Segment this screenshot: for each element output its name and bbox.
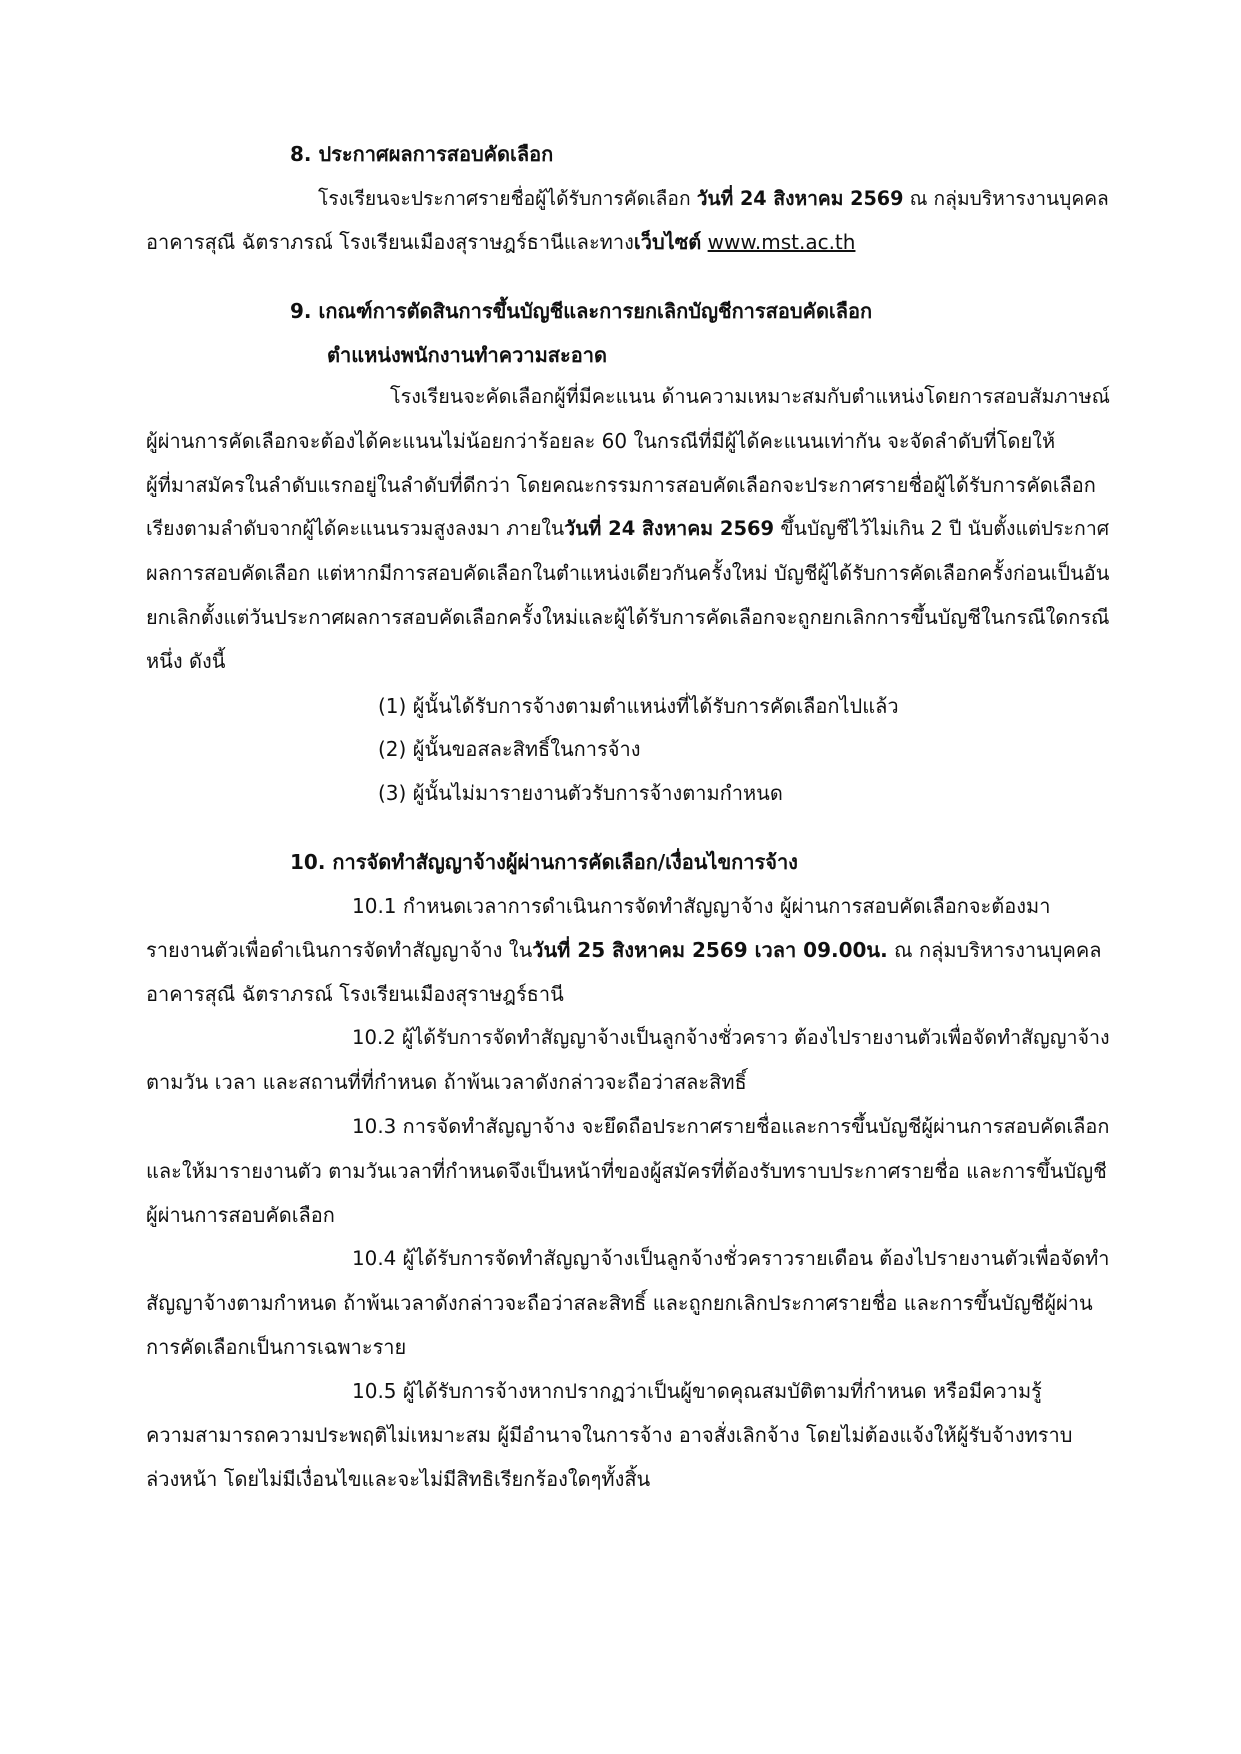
section-10-line: การคัดเลือกเป็นการเฉพาะราย — [146, 1335, 407, 1359]
website-link[interactable]: www.mst.ac.th — [707, 230, 856, 254]
section-10-text-tail: ณ กลุ่มบริหารงานบุคคล — [887, 938, 1102, 962]
section-10-line: 10.5 ผู้ได้รับการจ้างหากปรากฏว่าเป็นผู้ขาดคุณสมบัติตามที่กำหนด หรือมีความรู้ — [352, 1379, 1042, 1403]
section-10-heading: 10. การจัดทำสัญญาจ้างผู้ผ่านการคัดเลือก/เงื่อนไขการจ้าง — [290, 850, 798, 874]
section-9-paragraph-line: ยกเลิกตั้งแต่วันประกาศผลการสอบคัดเลือกครั้งใหม่และผู้ได้รับการคัดเลือกจะถูกยกเลิกการขึ้นบัญชีในกรณีใดกรณี — [146, 605, 1110, 629]
section-8-heading: 8. ประกาศผลการสอบคัดเลือก — [290, 142, 554, 166]
report-date-time: วันที่ 25 สิงหาคม 2569 เวลา 09.00น. — [532, 938, 888, 962]
section-9-paragraph-line: โรงเรียนจะคัดเลือกผู้ที่มีคะแนน ด้านความเหมาะสมกับตำแหน่งโดยการสอบสัมภาษณ์ — [390, 385, 1110, 408]
section-10-text: รายงานตัวเพื่อดำเนินการจัดทำสัญญาจ้าง ใน — [146, 938, 533, 962]
list-date: วันที่ 24 สิงหาคม 2569 — [564, 517, 775, 540]
section-9-paragraph-line: ผู้ที่มาสมัครในลำดับแรกอยู่ในลำดับที่ดีกว่า โดยคณะกรรมการสอบคัดเลือกจะประกาศรายชื่อผู้ได้รับการคัดเลือก — [146, 473, 1096, 497]
section-9-text: เรียงตามลำดับจากผู้ได้คะแนนรวมสูงลงมา ภายใน — [146, 517, 565, 540]
section-8-text: โรงเรียนจะประกาศรายชื่อผู้ได้รับการคัดเลือก — [318, 187, 697, 210]
section-10-line: 10.3 การจัดทำสัญญาจ้าง จะยึดถือประกาศรายชื่อและการขึ้นบัญชีผู้ผ่านการสอบคัดเลือก — [352, 1115, 1110, 1138]
announce-date: วันที่ 24 สิงหาคม 2569 — [696, 187, 904, 210]
section-10-line: อาคารสุณี ฉัตราภรณ์ โรงเรียนเมืองสุราษฎร์ธานี — [146, 982, 564, 1006]
section-9-heading: 9. เกณฑ์การตัดสินการขึ้นบัญชีและการยกเลิกบัญชีการสอบคัดเลือก — [290, 299, 873, 323]
list-item: (3) ผู้นั้นไม่มารายงานตัวรับการจ้างตามกำหนด — [378, 781, 783, 805]
list-item: (2) ผู้นั้นขอสละสิทธิ์ในการจ้าง — [378, 737, 641, 761]
section-9-text-tail: ขึ้นบัญชีไว้ไม่เกิน 2 ปี นับตั้งแต่ประกาศ — [774, 517, 1110, 540]
section-10-line: และให้มารายงานตัว ตามวันเวลาที่กำหนดจึงเป็นหน้าที่ของผู้สมัครที่ต้องรับทราบประกาศรายชื่อ และการขึ้นบัญชี — [146, 1159, 1107, 1183]
section-8-line-2 — [146, 228, 855, 256]
section-8-text-tail: ณ กลุ่มบริหารงานบุคคล — [903, 187, 1109, 210]
list-item: (1) ผู้นั้นได้รับการจ้างตามตำแหน่งที่ได้รับการคัดเลือกไปแล้ว — [378, 694, 899, 718]
section-10-line: 10.4 ผู้ได้รับการจัดทำสัญญาจ้างเป็นลูกจ้างชั่วคราวรายเดือน ต้องไปรายงานตัวเพื่อจัดทำ — [352, 1247, 1110, 1270]
section-10-line — [146, 936, 1101, 964]
section-9-paragraph-line: ผลการสอบคัดเลือก แต่หากมีการสอบคัดเลือกในตำแหน่งเดียวกันครั้งใหม่ บัญชีผู้ได้รับการคัดเลือกครั้งก่อนเป็นอัน — [146, 561, 1110, 585]
website-label: เว็บไซต์ — [633, 230, 702, 254]
section-8-line-1 — [318, 185, 1109, 213]
section-10-line: 10.2 ผู้ได้รับการจัดทำสัญญาจ้างเป็นลูกจ้างชั่วคราว ต้องไปรายงานตัวเพื่อจัดทำสัญญาจ้าง — [352, 1026, 1110, 1049]
section-10-line: ผู้ผ่านการสอบคัดเลือก — [146, 1203, 335, 1227]
section-9-paragraph-line: ผู้ผ่านการคัดเลือกจะต้องได้คะแนนไม่น้อยกว่าร้อยละ 60 ในกรณีที่มีผู้ได้คะแนนเท่ากัน จะจัดลำดับที่โดยให้ — [146, 429, 1056, 453]
section-10-line: ความสามารถความประพฤติไม่เหมาะสม ผู้มีอำนาจในการจ้าง อาจสั่งเลิกจ้าง โดยไม่ต้องแจ้งให้ผู้รับจ้างทราบ — [146, 1423, 1073, 1447]
section-9-paragraph-line: หนึ่ง ดังนี้ — [146, 649, 226, 673]
section-10-line: ล่วงหน้า โดยไม่มีเงื่อนไขและจะไม่มีสิทธิเรียกร้องใดๆทั้งสิ้น — [146, 1467, 651, 1491]
section-9-paragraph-line — [146, 515, 1109, 543]
section-9-subheading: ตำแหน่งพนักงานทำความสะอาด — [327, 343, 607, 367]
section-10-line: สัญญาจ้างตามกำหนด ถ้าพ้นเวลาดังกล่าวจะถือว่าสละสิทธิ์ และถูกยกเลิกประกาศรายชื่อ และการขึ้นบัญชีผู้ผ่าน — [146, 1291, 1093, 1315]
section-8-location: อาคารสุณี ฉัตราภรณ์ โรงเรียนเมืองสุราษฎร์ธานีและทาง — [146, 230, 634, 254]
section-10-line: ตามวัน เวลา และสถานที่ที่กำหนด ถ้าพ้นเวลาดังกล่าวจะถือว่าสละสิทธิ์ — [146, 1070, 747, 1094]
section-10-line: 10.1 กำหนดเวลาการดำเนินการจัดทำสัญญาจ้าง ผู้ผ่านการสอบคัดเลือกจะต้องมา — [352, 894, 1051, 918]
